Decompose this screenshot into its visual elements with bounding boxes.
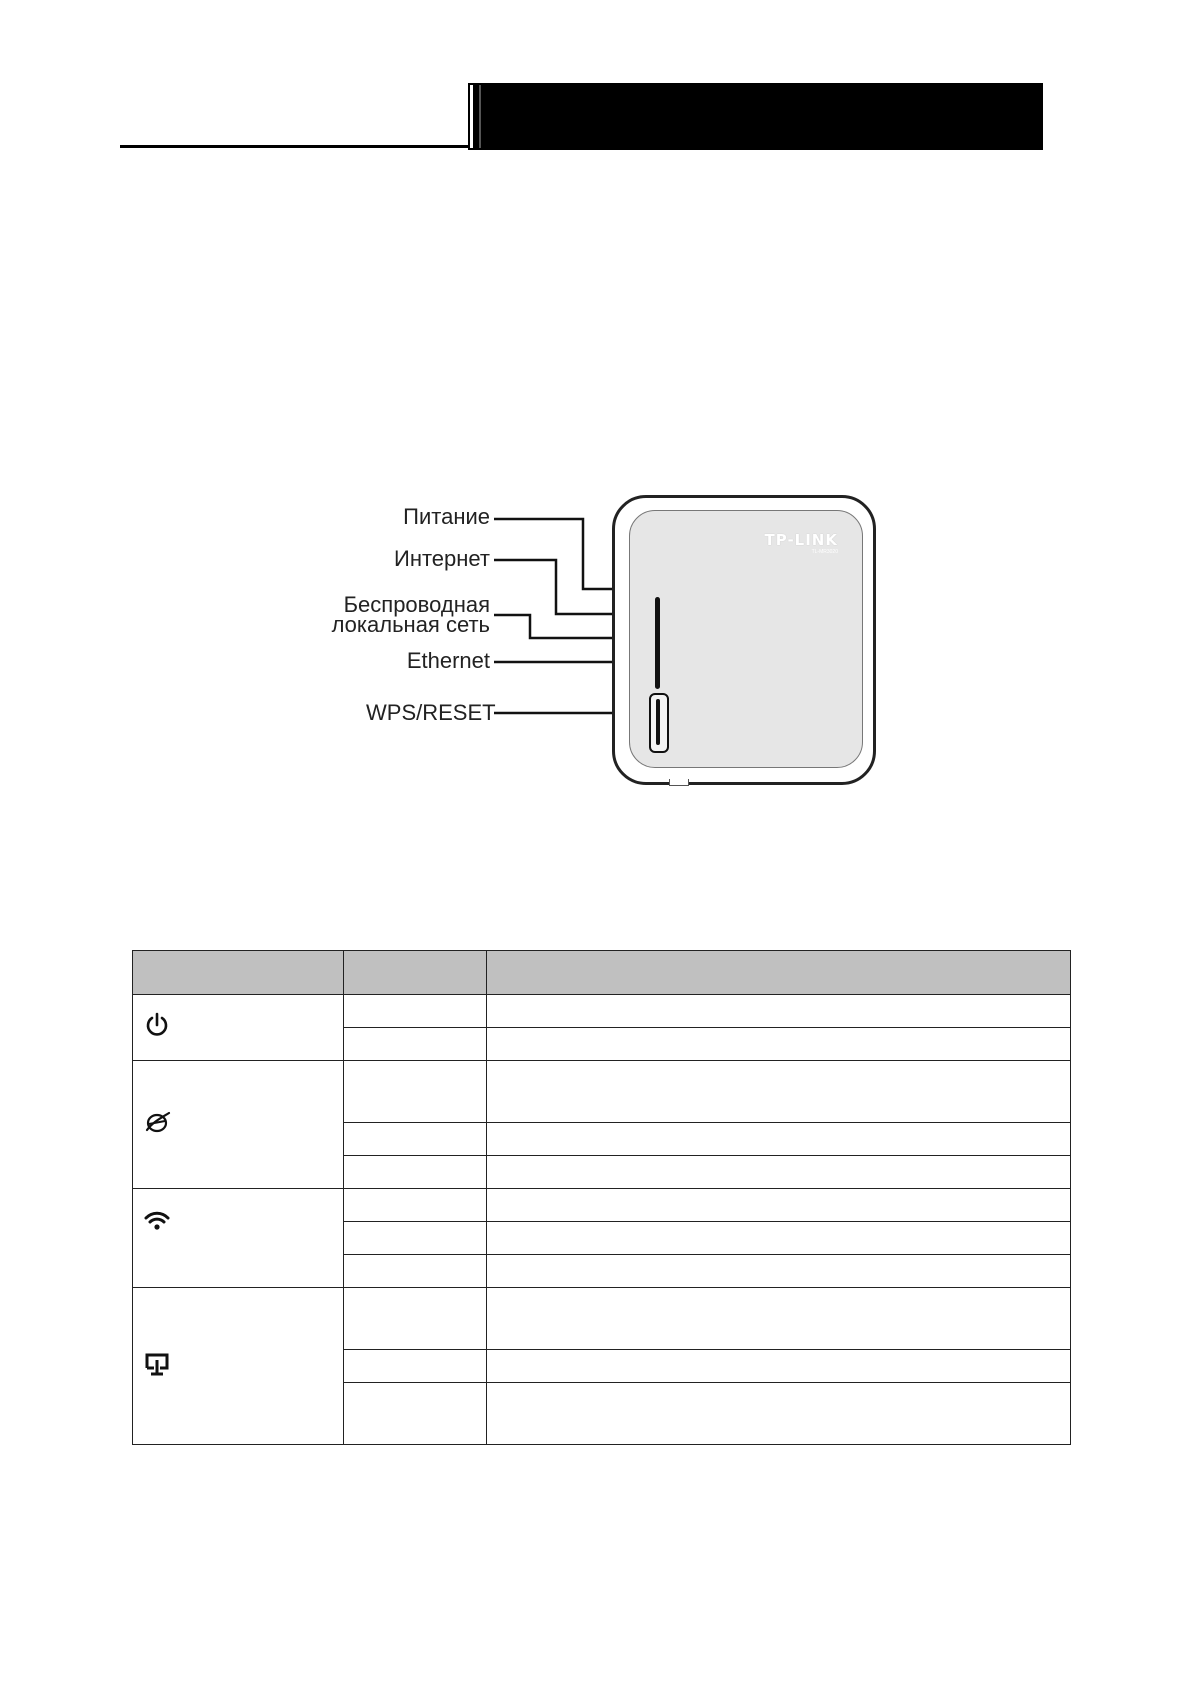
description-cell — [487, 1189, 1071, 1222]
label-wlan-line2: локальная сеть — [331, 612, 490, 637]
status-cell — [344, 1222, 487, 1255]
usb-port — [669, 779, 689, 786]
router-model: TL-MR3020 — [811, 549, 838, 555]
led-cell-power — [133, 995, 344, 1061]
wireless-icon — [143, 1207, 171, 1235]
description-cell — [487, 1222, 1071, 1255]
leader-internet — [494, 560, 630, 614]
led-status-table — [132, 950, 1071, 1445]
label-wlan-line1: Беспроводная — [343, 592, 490, 617]
status-cell — [344, 1061, 487, 1123]
header-led — [133, 951, 344, 995]
description-cell — [487, 1028, 1071, 1061]
label-internet: Интернет — [394, 546, 490, 571]
router-brand: TP-LINK — [764, 531, 838, 549]
ethernet-icon — [143, 1350, 171, 1378]
label-ethernet: Ethernet — [406, 648, 490, 673]
leader-wlan — [494, 615, 630, 638]
status-cell — [344, 1189, 487, 1222]
led-cell-internet — [133, 1061, 344, 1189]
header-description — [487, 951, 1071, 995]
table-row — [133, 1189, 1071, 1222]
description-cell — [487, 995, 1071, 1028]
router-face — [629, 510, 863, 768]
label-power: Питание — [403, 504, 490, 529]
status-cell — [344, 1350, 487, 1383]
header-status — [344, 951, 487, 995]
description-cell — [487, 1255, 1071, 1288]
power-icon — [143, 1011, 171, 1039]
description-cell — [487, 1156, 1071, 1189]
status-cell — [344, 1123, 487, 1156]
description-cell — [487, 1350, 1071, 1383]
led-strip — [655, 597, 660, 689]
description-cell — [487, 1061, 1071, 1123]
description-cell — [487, 1288, 1071, 1350]
wps-reset-button — [649, 693, 669, 753]
status-cell — [344, 1288, 487, 1350]
table-row — [133, 1061, 1071, 1123]
status-cell — [344, 1255, 487, 1288]
status-cell — [344, 1156, 487, 1189]
table-row — [133, 1288, 1071, 1350]
table-row — [133, 995, 1071, 1028]
led-cell-wireless — [133, 1189, 344, 1288]
router-illustration — [612, 495, 876, 785]
status-cell — [344, 1383, 487, 1445]
label-wps-reset: WPS/RESET — [366, 700, 496, 725]
led-cell-ethernet — [133, 1288, 344, 1445]
description-cell — [487, 1383, 1071, 1445]
table-header-row — [133, 951, 1071, 995]
internet-icon — [143, 1108, 171, 1136]
description-cell — [487, 1123, 1071, 1156]
status-cell — [344, 995, 487, 1028]
status-cell — [344, 1028, 487, 1061]
leader-power — [494, 519, 630, 589]
